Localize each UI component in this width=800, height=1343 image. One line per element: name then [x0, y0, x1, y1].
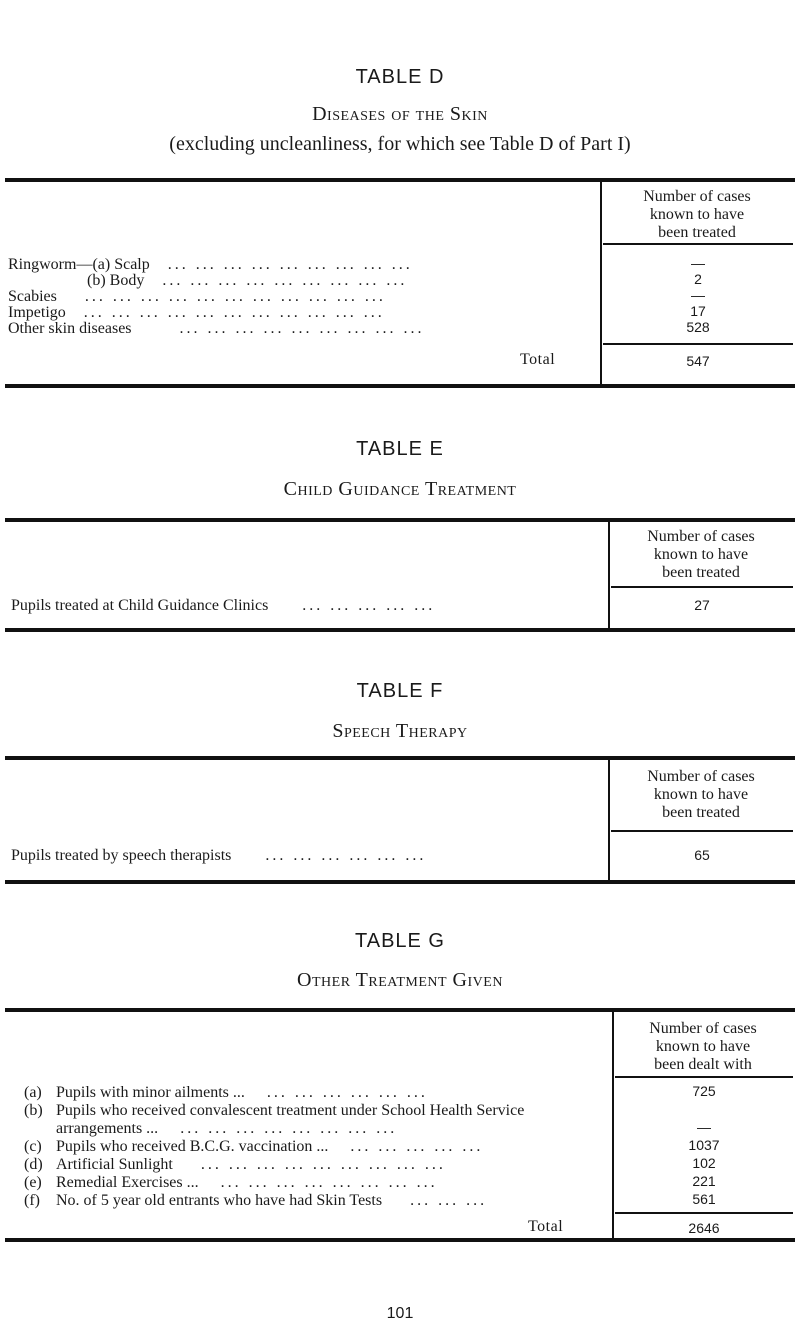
table-g-subtitle: Other Treatment Given [297, 969, 503, 991]
table-d-bottom-rule [5, 384, 795, 388]
table-f-header: Number of cases known to have been treated [647, 768, 755, 821]
table-d-subtitle: Diseases of the Skin [312, 103, 488, 125]
table-d-value: 2 [694, 271, 702, 287]
table-row: Pupils treated by speech therapists ... ... ... ... ... ... [11, 847, 427, 864]
table-g-total-value: 2646 [688, 1220, 720, 1236]
table-e-header-rule [611, 586, 793, 588]
table-f-title: TABLE F [356, 680, 444, 702]
table-row: (d) Artificial Sunlight ... ... ... ... ... ... ... ... ... [24, 1156, 446, 1173]
table-e-bottom-rule [5, 628, 795, 632]
table-d-value: — [691, 287, 705, 303]
table-row: (f) No. of 5 year old entrants who have had Skin Tests ... ... ... [24, 1192, 488, 1209]
table-g-top-rule [5, 1008, 795, 1012]
table-f-subtitle: Speech Therapy [332, 720, 468, 742]
table-row: Other skin diseases ... ... ... ... ... ... ... ... ... [8, 320, 425, 337]
table-d-total-label: Total [520, 351, 556, 368]
table-row: arrangements ... ... ... ... ... ... ... ... ... [56, 1120, 398, 1137]
table-e-title: TABLE E [356, 438, 444, 460]
table-row: Ringworm—(a) Scalp ... ... ... ... ... ... ... ... ... [8, 256, 413, 273]
table-d-header: Number of cases known to have been treated [643, 188, 751, 241]
table-g-header-rule [615, 1076, 793, 1078]
table-f-value: 65 [694, 847, 710, 863]
table-row: (a) Pupils with minor ailments ... ... ... ... ... ... ... [24, 1084, 428, 1101]
table-d-value: 17 [690, 303, 706, 319]
table-row: Impetigo ... ... ... ... ... ... ... ... ... ... ... [8, 304, 385, 321]
table-g-header: Number of cases known to have been dealt with [649, 1020, 757, 1073]
table-g-value: 561 [692, 1191, 716, 1207]
table-d-title: TABLE D [355, 66, 445, 88]
table-d-top-rule [5, 178, 795, 182]
table-g-total-rule [615, 1212, 793, 1214]
table-e-top-rule [5, 518, 795, 522]
table-g-value: 725 [692, 1083, 716, 1099]
table-g-total-label: Total [528, 1218, 564, 1235]
table-g-value: 102 [692, 1155, 716, 1171]
table-g-value: 1037 [688, 1137, 720, 1153]
table-d-value: — [691, 255, 705, 271]
table-d-value: 528 [686, 319, 710, 335]
table-g-value: — [697, 1119, 711, 1135]
table-f-header-rule [611, 830, 793, 832]
table-e-subtitle: Child Guidance Treatment [283, 478, 517, 500]
table-d-note: (excluding uncleanliness, for which see Table D of Part I) [169, 133, 631, 155]
table-row: (e) Remedial Exercises ... ... ... ... ... ... ... ... ... [24, 1174, 438, 1191]
table-d-header-rule [603, 243, 793, 245]
table-g-value: 221 [692, 1173, 716, 1189]
table-d-total-rule [603, 343, 793, 345]
table-g-title: TABLE G [355, 930, 445, 952]
table-e-value: 27 [694, 597, 710, 613]
table-row: (b) Body ... ... ... ... ... ... ... ... ... [87, 272, 408, 289]
table-g-bottom-rule [5, 1238, 795, 1242]
table-row: Pupils treated at Child Guidance Clinics ... ... ... ... ... [11, 597, 436, 614]
table-f-bottom-rule [5, 880, 795, 884]
table-d-total-value: 547 [686, 353, 710, 369]
table-row: Scabies ... ... ... ... ... ... ... ... ... ... ... [8, 288, 386, 305]
table-row: (c) Pupils who received B.C.G. vaccination ... ... ... ... ... ... [24, 1138, 484, 1155]
table-f-top-rule [5, 756, 795, 760]
table-row: (b) Pupils who received convalescent treatment under School Health Service [24, 1102, 525, 1119]
page-number: 101 [386, 1305, 414, 1322]
table-e-header: Number of cases known to have been treated [647, 528, 755, 581]
